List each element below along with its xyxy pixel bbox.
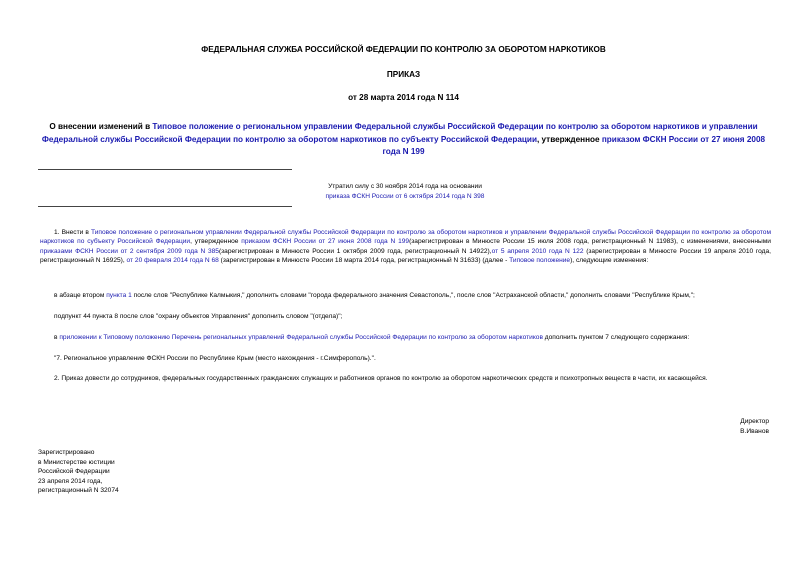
p1-text-4: (зарегистрирован в Минюсте России 1 октября 2009 года, регистрационный N 14922), — [218, 247, 492, 255]
registration-line-4: 23 апреля 2014 года, — [38, 477, 103, 485]
lost-force-notice — [290, 182, 520, 202]
sub2-text: подпункт 44 пункта 8 после слов "охрану объектов Управления" дополнить словом "(отдела)"; — [54, 313, 343, 320]
paragraph-1 — [40, 228, 771, 265]
p1-text-7: ), следующие изменения: — [570, 256, 649, 264]
registration-line-3: Российской Федерации — [38, 468, 110, 476]
registration-block — [38, 448, 119, 496]
title-link-order-199[interactable]: приказом ФСКН России от 27 июня 2008 года N 199 — [382, 134, 766, 156]
agency-header: ФЕДЕРАЛЬНАЯ СЛУЖБА РОССИЙСКОЙ ФЕДЕРАЦИИ ПО КОНТРОЛЮ ЗА ОБОРОТОМ НАРКОТИКОВ — [201, 45, 606, 54]
document-date-number: от 28 марта 2014 года N 114 — [348, 93, 459, 102]
p1-link-order-199[interactable]: приказом ФСКН России от 27 июня 2008 года N 199 — [241, 238, 410, 246]
p1-link-order-122[interactable]: от 5 апреля 2010 года N 122 — [491, 247, 584, 255]
registration-line-2: в Министерстве юстиции — [38, 458, 115, 466]
lost-force-link[interactable]: приказа ФСКН России от 6 октября 2014 года N 398 — [325, 193, 485, 200]
lost-force-text: Утратил силу с 30 ноября 2014 года на основании — [328, 183, 482, 190]
divider-bottom — [38, 206, 292, 207]
subitem-1 — [54, 291, 774, 300]
sub1-text-2: после слов "Республике Калмыкия," дополнить словами "города федерального значения Севастополь,", после слов "Астраханской области," дополнить словами "Республике Крым,"; — [131, 292, 695, 299]
paragraph-2 — [54, 374, 774, 383]
p2-text: 2. Приказ довести до сотрудников, федеральных государственных гражданских служащих и работников органов по контролю за оборотом наркотических средств и психотропных веществ в части, их касающейся. — [54, 375, 708, 382]
title-middle: , утвержденное — [536, 134, 602, 144]
signature-name: В.Иванов — [740, 427, 769, 435]
divider-top — [38, 169, 292, 170]
registration-line-5: регистрационный N 32074 — [38, 487, 119, 495]
title-prefix: О внесении изменений в — [49, 122, 153, 131]
registration-line-1: Зарегистрировано — [38, 449, 95, 456]
sub3-text-1: в — [54, 334, 60, 341]
document-type: ПРИКАЗ — [386, 70, 421, 79]
subitem-2 — [54, 312, 774, 321]
document-title — [36, 121, 771, 159]
sub3-link-appendix[interactable]: приложении к Типовому положению Перечень региональных управлений Федеральной службы Российской Федерации по контролю за оборотом наркотиков — [59, 334, 543, 341]
subitem-3 — [54, 333, 774, 342]
signature-position: Директор — [740, 418, 769, 425]
p1-link-typical-regulation-short[interactable]: Типовое положение — [509, 256, 571, 264]
sub1-link-point-1[interactable]: пункта 1 — [106, 292, 132, 299]
p1-link-order-385[interactable]: приказами ФСКН России от 2 сентября 2009 года N 385 — [40, 247, 219, 255]
signature-block — [700, 417, 769, 436]
p1-text-3: (зарегистрирован в Минюсте России 15 июля 2008 года, регистрационный N 11983), с изменениями, внесенными — [409, 238, 771, 246]
subitem-4 — [54, 354, 774, 363]
p1-text-6: (зарегистрирован в Минюсте России 18 марта 2014 года, регистрационный N 31633) (далее - — [218, 256, 510, 264]
p1-link-typical-regulation[interactable]: Типовое положение о региональном управлении Федеральной службы Российской Федерации по контролю за оборотом наркотиков и управлении Федеральной службы Российской Федерации по контролю за оборотом наркотиков по субъекту Российской Федерации — [40, 229, 771, 246]
p1-link-order-68[interactable]: от 20 февраля 2014 года N 68 — [126, 256, 219, 264]
sub1-text-1: в абзаце втором — [54, 292, 107, 299]
title-link-typical-regulation[interactable]: Типовое положение о региональном управлении Федеральной службы Российской Федерации по контролю за оборотом наркотиков и управлении Федеральной службы Российской Федерации по контролю за оборотом наркотиков по субъекту Российской Федерации — [41, 122, 758, 144]
sub3-text-2: дополнить пунктом 7 следующего содержания: — [542, 334, 690, 341]
p1-text-2: , утвержденное — [190, 238, 242, 246]
sub4-text: "7. Региональное управление ФСКН России по Республике Крым (место нахождения - г.Симферополь).". — [54, 355, 376, 362]
p1-text-5: (зарегистрирован в Минюсте России 19 апреля 2010 года, регистрационный N 16925), — [40, 247, 771, 264]
p1-text-1: 1. Внести в — [54, 229, 91, 236]
